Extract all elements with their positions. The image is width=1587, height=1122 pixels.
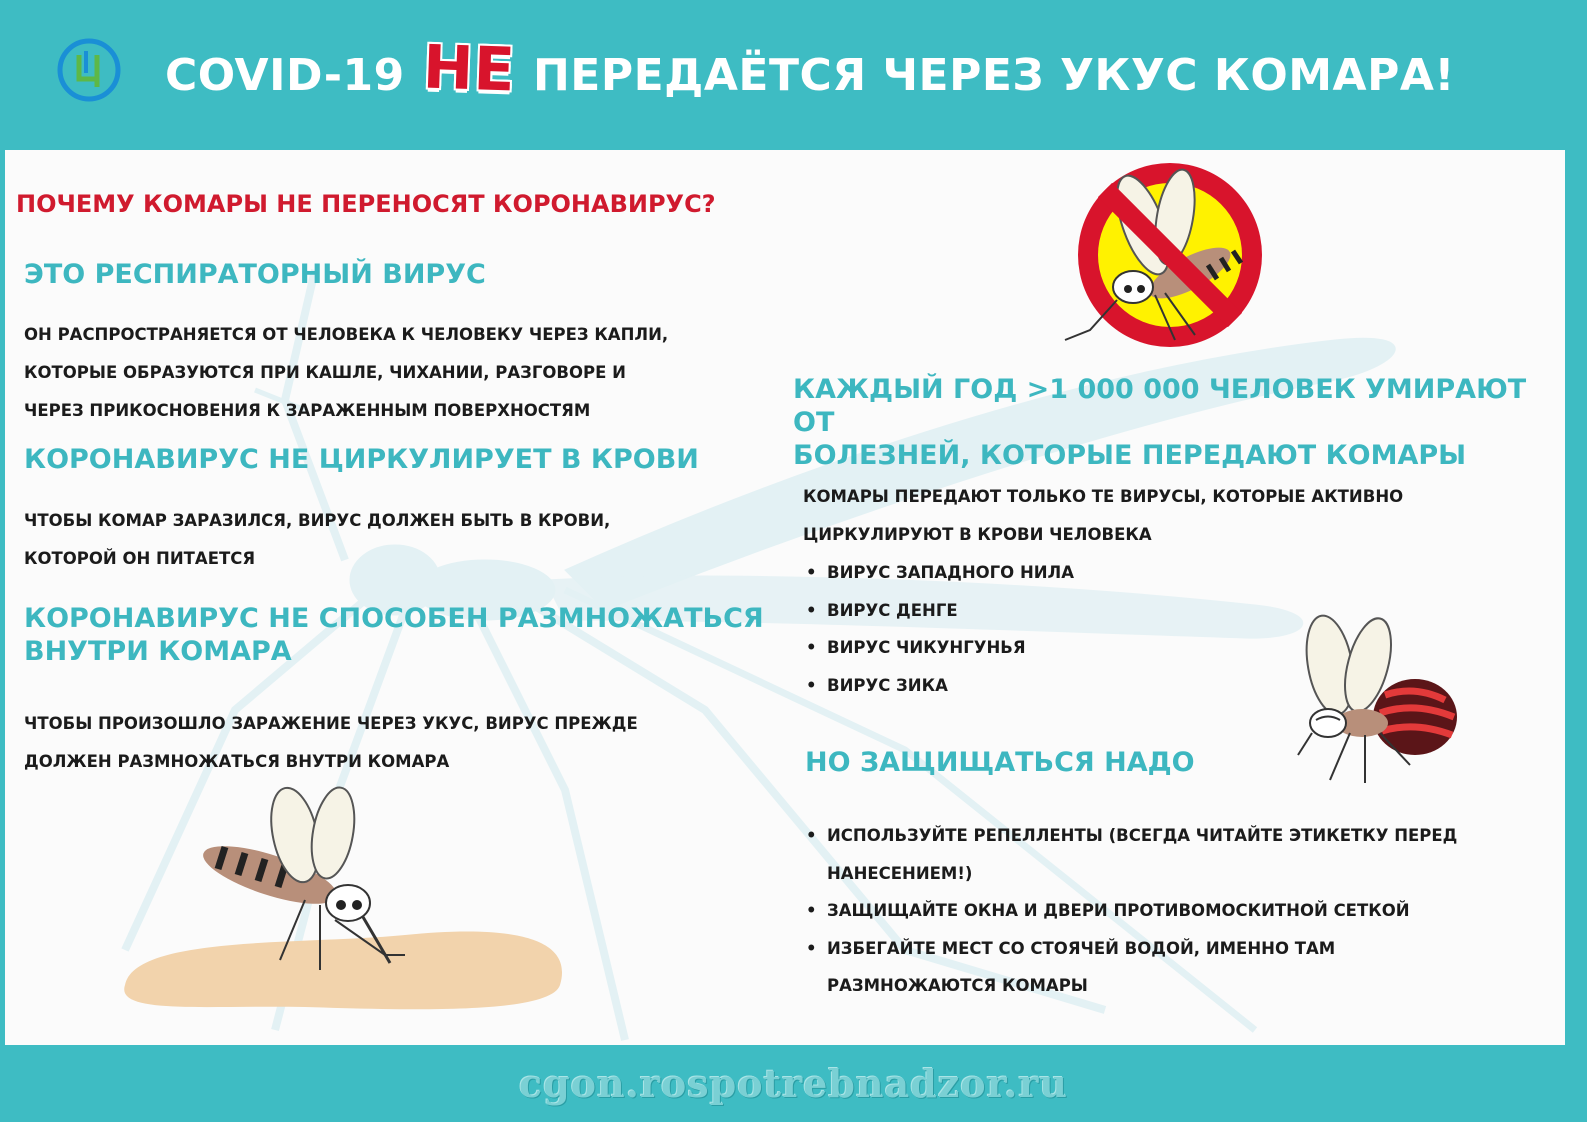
stat-heading [793,373,1565,472]
list-item: • ВИРУС ЗАПАДНОГО НИЛА [803,554,1074,592]
protect-heading: НО ЗАЩИЩАТЬСЯ НАДО [805,747,1195,778]
title-ne: НЕ [421,32,517,106]
heading-line: БОЛЕЗНЕЙ, КОТОРЫЕ ПЕРЕДАЮТ КОМАРЫ [793,440,1467,471]
section-heading-blood: КОРОНАВИРУС НЕ ЦИРКУЛИРУЕТ В КРОВИ [24,444,699,475]
tip-line: • ИСПОЛЬЗУЙТЕ РЕПЕЛЛЕНТЫ (ВСЕГДА ЧИТАЙТЕ ЭТИКЕТКУ ПЕРЕД [827,826,1458,845]
title-part2: ПЕРЕДАЁТСЯ ЧЕРЕЗ УКУС КОМАРА! [532,49,1455,101]
tip-line: НАНЕСЕНИЕМ!) [827,863,973,883]
list-item: • ВИРУС ЗИКА [803,667,1074,705]
virus-list [803,554,1074,704]
heading-line: ВНУТРИ КОМАРА [24,636,292,667]
header [0,0,1587,150]
section-heading-respiratory: ЭТО РЕСПИРАТОРНЫЙ ВИРУС [24,259,486,290]
page-title [165,32,1455,110]
footer [0,1045,1587,1122]
text-line: КОТОРОЙ ОН ПИТАЕТСЯ [24,549,256,568]
content-panel [5,150,1565,1045]
title-part1: COVID-19 [165,49,405,101]
list-item [803,817,1457,892]
cgon-logo-icon [56,37,122,103]
tips-list [803,817,1457,1005]
footer-site: cgon.rospotrebnadzor.ru [518,1061,1069,1106]
intro-text [803,478,1403,554]
text-line: ДОЛЖЕН РАЗМНОЖАТЬСЯ ВНУТРИ КОМАРА [24,752,450,771]
section-text-respiratory [24,316,668,430]
text-line: ЧТОБЫ КОМАР ЗАРАЗИЛСЯ, ВИРУС ДОЛЖЕН БЫТЬ В КРОВИ, [24,511,611,530]
no-mosquito-sign-icon [1045,155,1305,365]
tip-line: РАЗМНОЖАЮТСЯ КОМАРЫ [827,976,1088,995]
section-heading-replication [24,602,764,668]
text-line: ЧТОБЫ ПРОИЗОШЛО ЗАРАЖЕНИЕ ЧЕРЕЗ УКУС, ВИРУС ПРЕЖДЕ [24,714,638,733]
list-item [803,892,1457,930]
heading-line: КАЖДЫЙ ГОД >1 000 000 ЧЕЛОВЕК УМИРАЮТ ОТ [793,374,1527,438]
text-line: КОМАРЫ ПЕРЕДАЮТ ТОЛЬКО ТЕ ВИРУСЫ, КОТОРЫЕ АКТИВНО [803,487,1404,506]
tip-line: • ИЗБЕГАЙТЕ МЕСТ СО СТОЯЧЕЙ ВОДОЙ, ИМЕННО ТАМ [827,938,1336,958]
list-item [803,930,1457,1005]
text-line: ЦИРКУЛИРУЮТ В КРОВИ ЧЕЛОВЕКА [803,525,1152,544]
biting-mosquito-icon [105,785,575,1020]
section-text-blood [24,502,610,578]
list-item: • ВИРУС ЧИКУНГУНЬЯ [803,629,1074,667]
section-text-replication [24,705,638,781]
heading-line: КОРОНАВИРУС НЕ СПОСОБЕН РАЗМНОЖАТЬСЯ [24,603,764,634]
tip-line: • ЗАЩИЩАЙТЕ ОКНА И ДВЕРИ ПРОТИВОМОСКИТНОЙ СЕТКОЙ [827,901,1410,920]
question-heading: ПОЧЕМУ КОМАРЫ НЕ ПЕРЕНОСЯТ КОРОНАВИРУС? [16,190,716,218]
text-line: КОТОРЫЕ ОБРАЗУЮТСЯ ПРИ КАШЛЕ, ЧИХАНИИ, РАЗГОВОРЕ И [24,363,626,382]
text-line: ОН РАСПРОСТРАНЯЕТСЯ ОТ ЧЕЛОВЕКА К ЧЕЛОВЕКУ ЧЕРЕЗ КАПЛИ, [24,325,669,344]
list-item: • ВИРУС ДЕНГЕ [803,592,1074,630]
text-line: ЧЕРЕЗ ПРИКОСНОВЕНИЯ К ЗАРАЖЕННЫМ ПОВЕРХНОСТЯМ [24,401,591,420]
fat-mosquito-icon [1290,605,1480,795]
